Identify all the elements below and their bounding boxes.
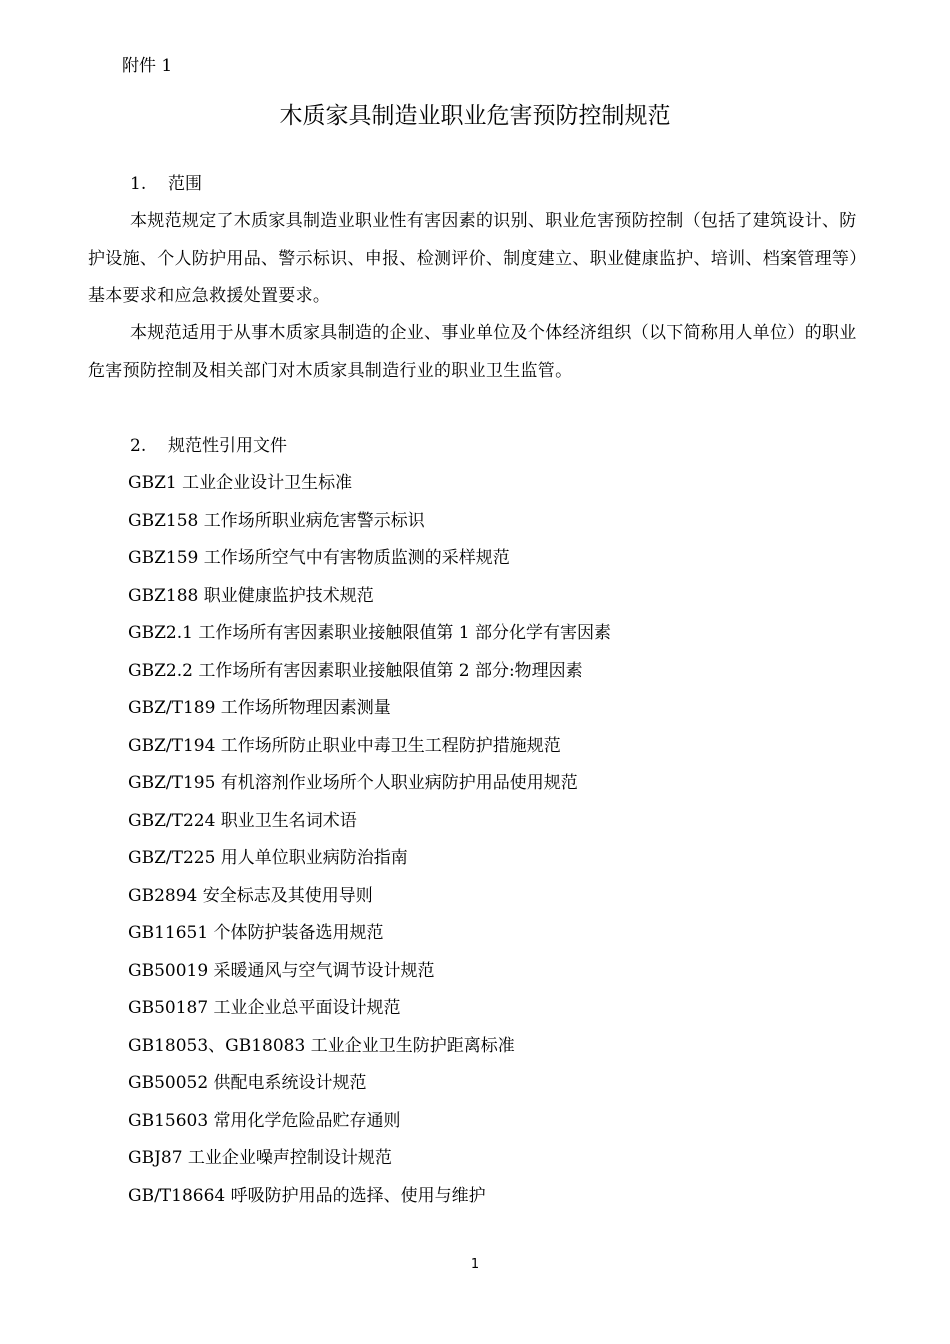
- reference-item: GB50187 工业企业总平面设计规范: [128, 998, 401, 1018]
- page-number: 1: [470, 1257, 480, 1272]
- section-2-heading: [130, 434, 287, 458]
- reference-item: GBZ158 工作场所职业病危害警示标识: [128, 510, 425, 531]
- reference-item: GB50019 采暖通风与空气调节设计规范: [128, 960, 435, 981]
- reference-item: GBJ87 工业企业噪声控制设计规范: [128, 1148, 392, 1168]
- reference-item: GBZ188 职业健康监护技术规范: [128, 585, 374, 606]
- reference-item: GBZ159 工作场所空气中有害物质监测的采样规范: [128, 548, 510, 568]
- reference-item: GBZ2.1 工作场所有害因素职业接触限值第 1 部分化学有害因素: [128, 623, 611, 643]
- section-1-heading: [130, 172, 202, 196]
- reference-item: GBZ1 工业企业设计卫生标准: [128, 473, 353, 493]
- reference-item: GB/T18664 呼吸防护用品的选择、使用与维护: [128, 1185, 486, 1206]
- document-title: 木质家具制造业职业危害预防控制规范: [279, 103, 671, 129]
- reference-item: GB11651 个体防护装备选用规范: [128, 923, 384, 943]
- section-1-number: 1.: [130, 174, 147, 194]
- reference-item: GBZ/T195 有机溶剂作业场所个人职业病防护用品使用规范: [128, 773, 578, 793]
- reference-item: GB15603 常用化学危险品贮存通则: [128, 1110, 401, 1131]
- reference-item: GBZ/T224 职业卫生名词术语: [128, 810, 357, 831]
- attachment-label: 附件 1: [122, 56, 173, 76]
- reference-item: GBZ/T194 工作场所防止职业中毒卫生工程防护措施规范: [128, 735, 561, 756]
- reference-item: GB50052 供配电系统设计规范: [128, 1073, 367, 1093]
- scope-paragraph-2: 本规范适用于从事木质家具制造的企业、事业单位及个体经济组织（以下简称用人单位）的职业危害预防控制及相关部门对木质家具制造行业的职业卫生监管。: [88, 323, 857, 381]
- reference-item: GB2894 安全标志及其使用导则: [128, 885, 373, 906]
- section-2-title: 规范性引用文件: [168, 436, 287, 456]
- section-1-title: 范围: [168, 174, 202, 194]
- reference-list: [128, 465, 611, 1215]
- section-2-number: 2.: [130, 436, 147, 456]
- reference-item: GBZ/T189 工作场所物理因素测量: [128, 698, 391, 718]
- scope-paragraph-1: 本规范规定了木质家具制造业职业性有害因素的识别、职业危害预防控制（包括了建筑设计、防护设施、个人防护用品、警示标识、申报、检测评价、制度建立、职业健康监护、培训、档案管理等）基本要求和应急救援处置要求。: [88, 211, 867, 306]
- reference-item: GB18053、GB18083 工业企业卫生防护距离标准: [128, 1035, 515, 1056]
- reference-item: GBZ/T225 用人单位职业病防治指南: [128, 848, 408, 868]
- reference-item: GBZ2.2 工作场所有害因素职业接触限值第 2 部分:物理因素: [128, 660, 583, 681]
